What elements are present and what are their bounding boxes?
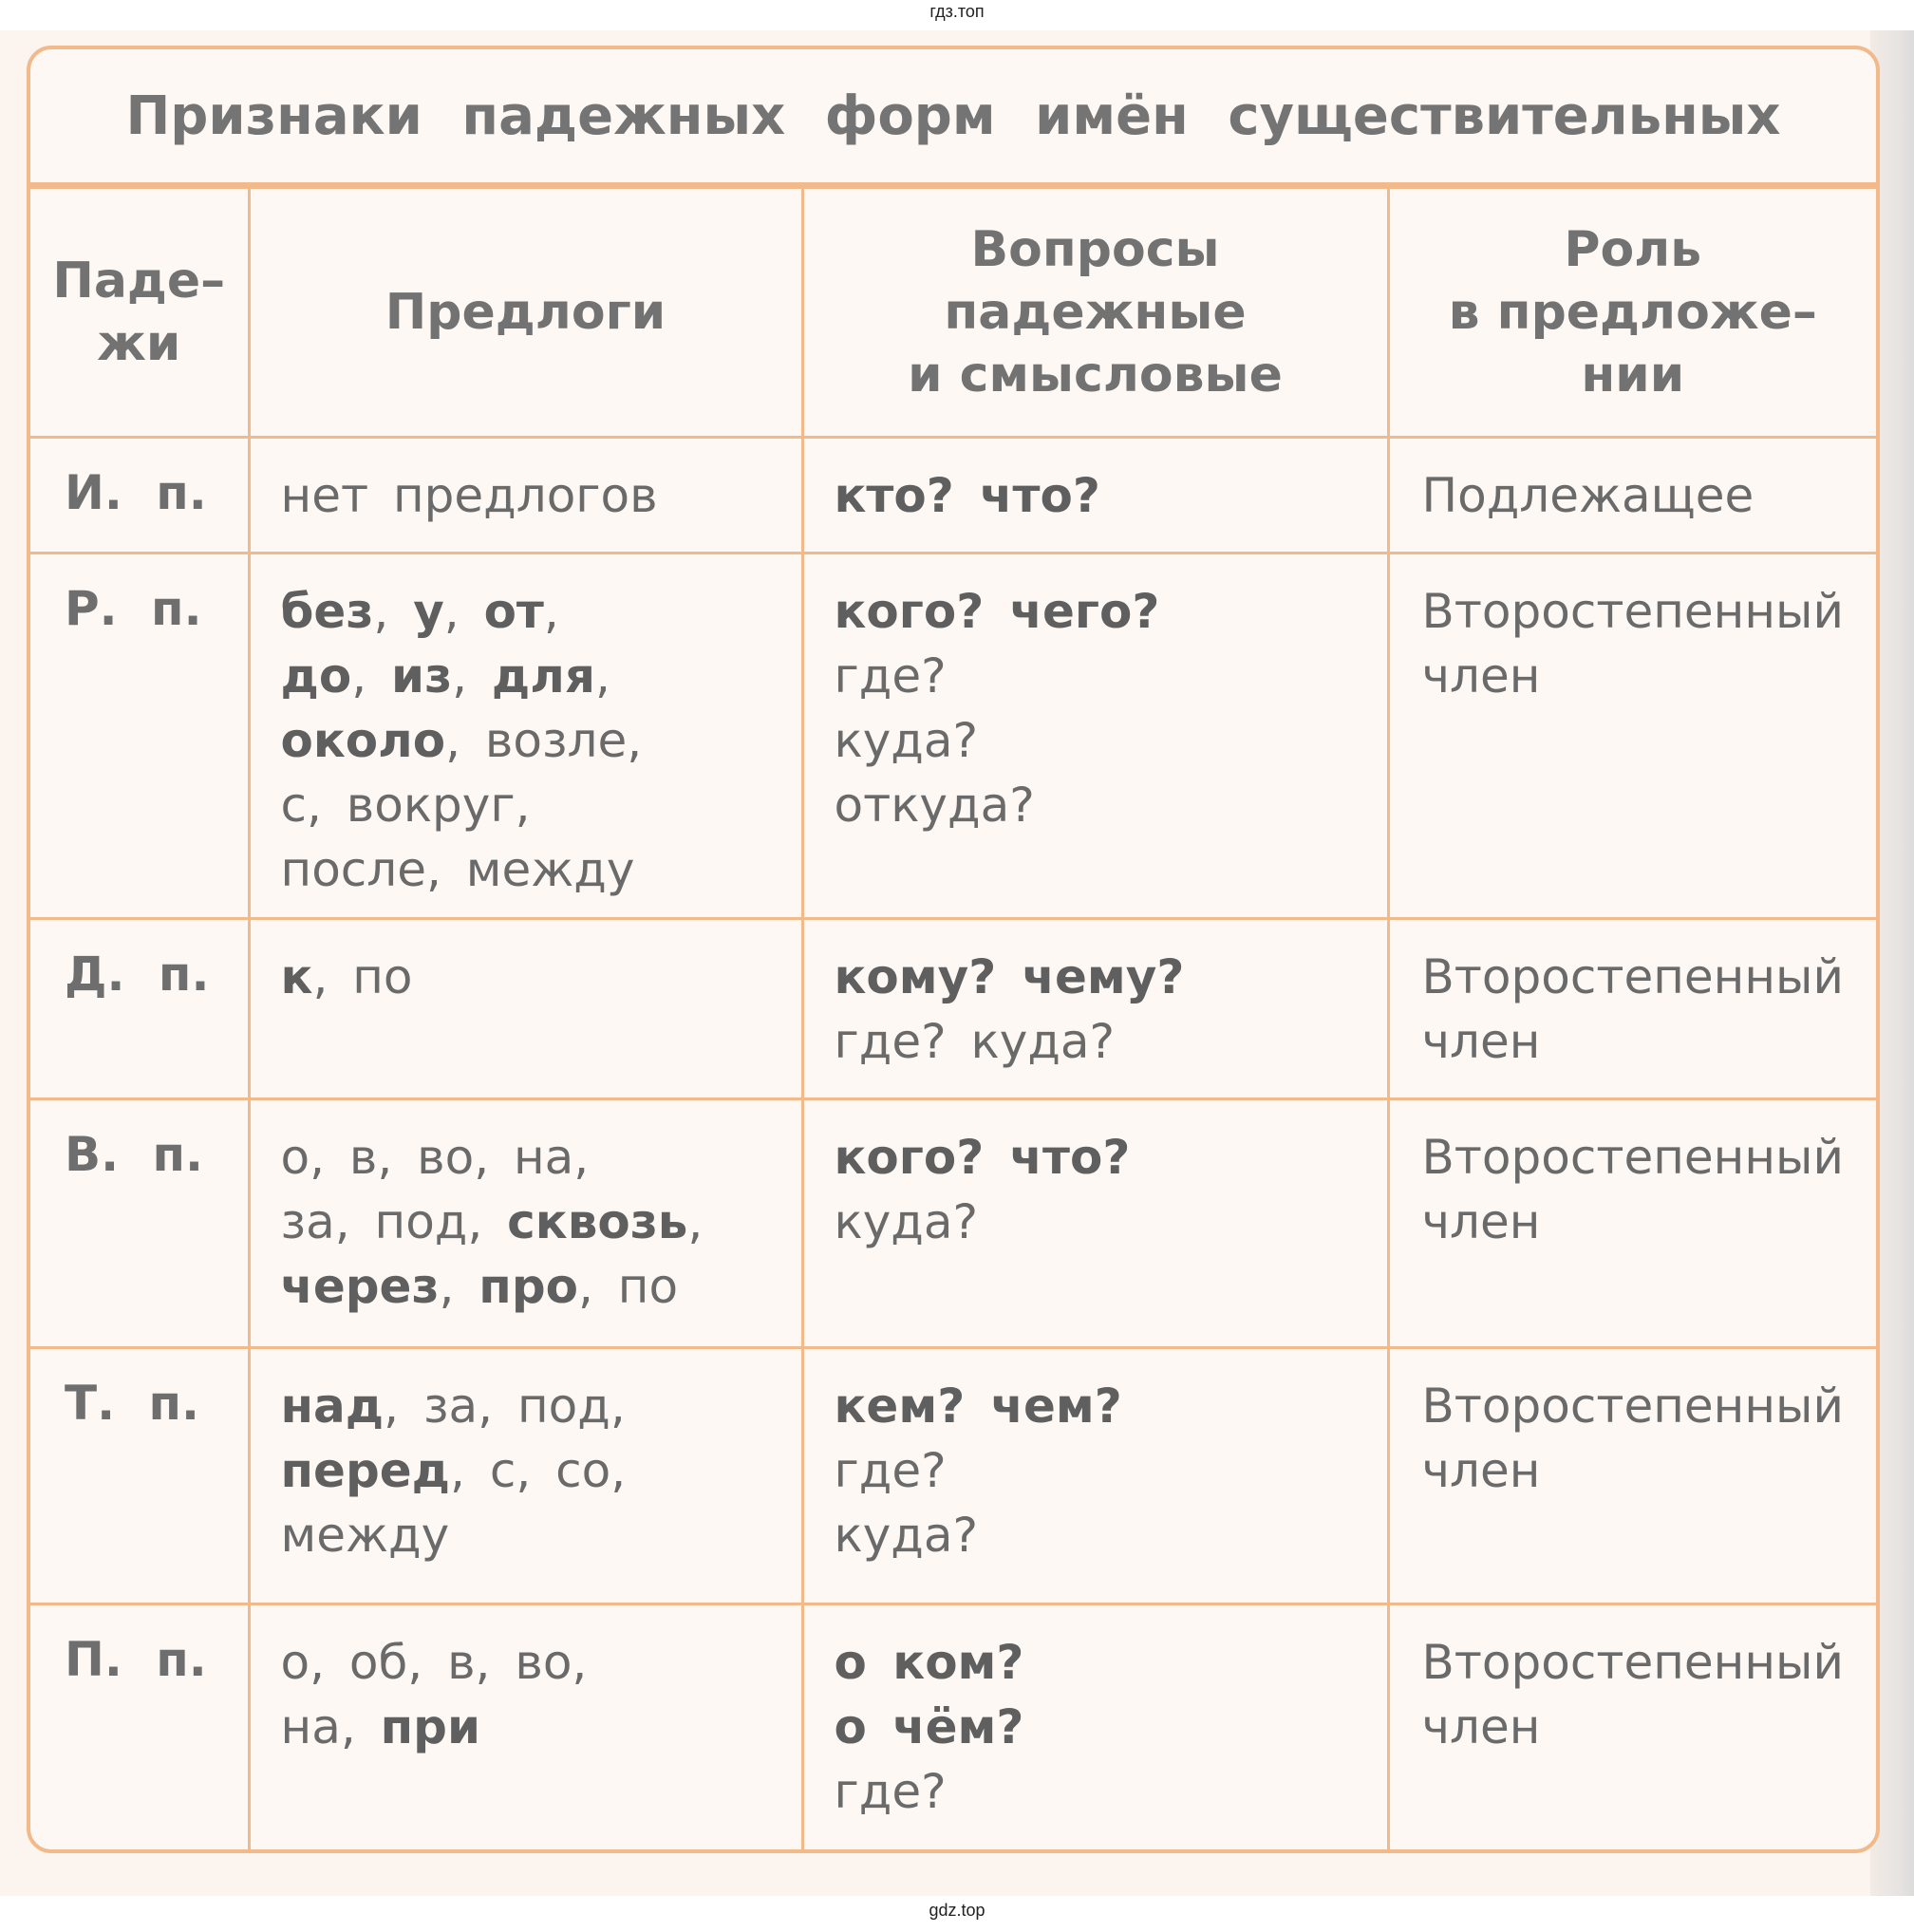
questions-cell bbox=[802, 553, 1388, 919]
bold-word: перед bbox=[280, 1443, 451, 1498]
cell-line bbox=[835, 1009, 1378, 1074]
header-row bbox=[30, 188, 1876, 438]
cell-line: жи bbox=[97, 315, 181, 372]
plain-text: куда? bbox=[834, 1194, 979, 1249]
cell-line: Второстепенный bbox=[1421, 1130, 1845, 1185]
bold-word: от bbox=[483, 584, 544, 639]
cell-line: член bbox=[1421, 1443, 1541, 1498]
cell-line: член bbox=[1421, 1194, 1541, 1249]
bold-word: без bbox=[280, 584, 374, 639]
plain-text: , bbox=[351, 648, 392, 703]
bold-word: над bbox=[280, 1379, 385, 1434]
case-forms-table bbox=[30, 186, 1876, 1853]
prepositions-cell bbox=[249, 1099, 802, 1348]
cell-line bbox=[281, 1374, 792, 1438]
questions-cell bbox=[802, 1099, 1388, 1348]
table-row bbox=[30, 919, 1876, 1099]
plain-text: куда? bbox=[834, 1508, 979, 1563]
plain-text: , возле, bbox=[445, 713, 643, 768]
cell-line bbox=[835, 579, 1378, 644]
bold-word: о ком? bbox=[834, 1635, 1024, 1690]
cell-line bbox=[281, 1503, 792, 1567]
case-name: В. п. bbox=[30, 1099, 249, 1348]
bold-word: про bbox=[478, 1259, 578, 1314]
cell-line bbox=[281, 579, 792, 644]
cell-line bbox=[281, 1254, 792, 1319]
case-forms-table-card bbox=[27, 46, 1880, 1853]
cell-line: Паде– bbox=[52, 253, 226, 309]
cell-line bbox=[835, 773, 1378, 837]
bold-word: через bbox=[280, 1259, 440, 1314]
watermark-top: гдз.топ bbox=[929, 2, 985, 21]
bold-word: при bbox=[380, 1699, 480, 1754]
cell-line: Второстепенный bbox=[1421, 949, 1845, 1004]
plain-text: , за, под, bbox=[384, 1379, 626, 1434]
bold-word: у bbox=[413, 584, 444, 639]
plain-text: нет предлогов bbox=[280, 468, 658, 523]
bold-word: сквозь bbox=[507, 1194, 688, 1249]
watermark-bottom: gdz.top bbox=[929, 1901, 985, 1920]
role-cell bbox=[1388, 1604, 1876, 1854]
plain-text: откуда? bbox=[834, 778, 1035, 833]
cell-line bbox=[281, 1190, 792, 1254]
cell-line bbox=[835, 945, 1378, 1009]
plain-text: , по bbox=[577, 1259, 679, 1314]
bold-word: о чём? bbox=[834, 1699, 1024, 1754]
table-row bbox=[30, 1348, 1876, 1604]
role-cell bbox=[1388, 438, 1876, 553]
table-row bbox=[30, 553, 1876, 919]
plain-text: с, вокруг, bbox=[280, 778, 531, 833]
plain-text: о, об, в, во, bbox=[280, 1635, 588, 1690]
plain-text: , bbox=[439, 1259, 479, 1314]
bold-word: для bbox=[491, 648, 596, 703]
cell-line bbox=[835, 1438, 1378, 1503]
cell-line bbox=[835, 1125, 1378, 1190]
cell-line bbox=[281, 1438, 792, 1503]
plain-text: где? куда? bbox=[834, 1014, 1116, 1069]
prepositions-cell bbox=[249, 553, 802, 919]
cell-line: падежные bbox=[944, 284, 1247, 341]
cell-line: Предлоги bbox=[385, 284, 666, 341]
case-name: И. п. bbox=[30, 438, 249, 553]
case-name: Т. п. bbox=[30, 1348, 249, 1604]
prepositions-cell bbox=[249, 919, 802, 1099]
cell-line bbox=[281, 773, 792, 837]
cell-line bbox=[281, 1695, 792, 1759]
bold-word: кто? что? bbox=[834, 468, 1100, 523]
bold-word: кого? чего? bbox=[834, 584, 1160, 639]
case-name: П. п. bbox=[30, 1604, 249, 1854]
cell-line bbox=[281, 463, 792, 528]
cell-line bbox=[835, 1695, 1378, 1759]
bold-word: кем? чем? bbox=[834, 1379, 1122, 1434]
plain-text: , bbox=[373, 584, 414, 639]
cell-line: и смысловые bbox=[908, 347, 1283, 403]
cell-line bbox=[835, 1374, 1378, 1438]
header-questions bbox=[802, 188, 1388, 438]
cell-line: Вопросы bbox=[970, 221, 1220, 278]
cell-line: Второстепенный bbox=[1421, 1379, 1845, 1434]
questions-cell bbox=[802, 438, 1388, 553]
bold-word: кого? что? bbox=[834, 1130, 1131, 1185]
bold-word: кому? чему? bbox=[834, 949, 1185, 1004]
bold-word: около bbox=[280, 713, 446, 768]
role-cell bbox=[1388, 553, 1876, 919]
cell-line bbox=[835, 463, 1378, 528]
cell-line: в предложе– bbox=[1448, 284, 1817, 341]
role-cell bbox=[1388, 1099, 1876, 1348]
questions-cell bbox=[802, 1604, 1388, 1854]
header-case bbox=[30, 188, 249, 438]
cell-line: член bbox=[1421, 648, 1541, 703]
plain-text: , bbox=[687, 1194, 704, 1249]
plain-text: где? bbox=[834, 1764, 947, 1819]
cell-line bbox=[281, 837, 792, 902]
cell-line: Второстепенный bbox=[1421, 1635, 1845, 1690]
cell-line bbox=[281, 945, 792, 1009]
cell-line: Роль bbox=[1564, 221, 1702, 278]
cell-line: Второстепенный bbox=[1421, 584, 1845, 639]
plain-text: , bbox=[595, 648, 610, 703]
table-row bbox=[30, 1099, 1876, 1348]
prepositions-cell bbox=[249, 438, 802, 553]
bold-word: из bbox=[391, 648, 453, 703]
plain-text: о, в, во, на, bbox=[280, 1130, 590, 1185]
bold-word: к bbox=[280, 949, 313, 1004]
cell-line bbox=[281, 708, 792, 773]
prepositions-cell bbox=[249, 1604, 802, 1854]
plain-text: , bbox=[452, 648, 492, 703]
plain-text: , по bbox=[312, 949, 413, 1004]
questions-cell bbox=[802, 919, 1388, 1099]
plain-text: , с, со, bbox=[450, 1443, 627, 1498]
role-cell bbox=[1388, 919, 1876, 1099]
prepositions-cell bbox=[249, 1348, 802, 1604]
cell-line bbox=[281, 644, 792, 708]
cell-line bbox=[835, 1630, 1378, 1695]
bold-word: до bbox=[280, 648, 352, 703]
case-name: Р. п. bbox=[30, 553, 249, 919]
plain-text: за, под, bbox=[280, 1194, 508, 1249]
plain-text: после, между bbox=[280, 842, 635, 897]
cell-line bbox=[281, 1630, 792, 1695]
role-cell bbox=[1388, 1348, 1876, 1604]
cell-line bbox=[835, 1190, 1378, 1254]
cell-line: член bbox=[1421, 1699, 1541, 1754]
plain-text: между bbox=[280, 1508, 450, 1563]
header-prepositions bbox=[249, 188, 802, 438]
cell-line bbox=[835, 1503, 1378, 1567]
table-row bbox=[30, 1604, 1876, 1854]
header-role bbox=[1388, 188, 1876, 438]
case-name: Д. п. bbox=[30, 919, 249, 1099]
cell-line: Подлежащее bbox=[1421, 468, 1754, 523]
cell-line: нии bbox=[1581, 347, 1685, 403]
plain-text: , bbox=[443, 584, 484, 639]
plain-text: где? bbox=[834, 1443, 947, 1498]
questions-cell bbox=[802, 1348, 1388, 1604]
plain-text: , bbox=[543, 584, 559, 639]
cell-line bbox=[835, 708, 1378, 773]
plain-text: где? bbox=[834, 648, 947, 703]
plain-text: куда? bbox=[834, 713, 979, 768]
plain-text: на, bbox=[280, 1699, 381, 1754]
cell-line bbox=[835, 1759, 1378, 1824]
table-row bbox=[30, 438, 1876, 553]
cell-line: член bbox=[1421, 1014, 1541, 1069]
table-title: Признаки падежных форм имён существительных bbox=[30, 49, 1876, 186]
cell-line bbox=[835, 644, 1378, 708]
cell-line bbox=[281, 1125, 792, 1190]
